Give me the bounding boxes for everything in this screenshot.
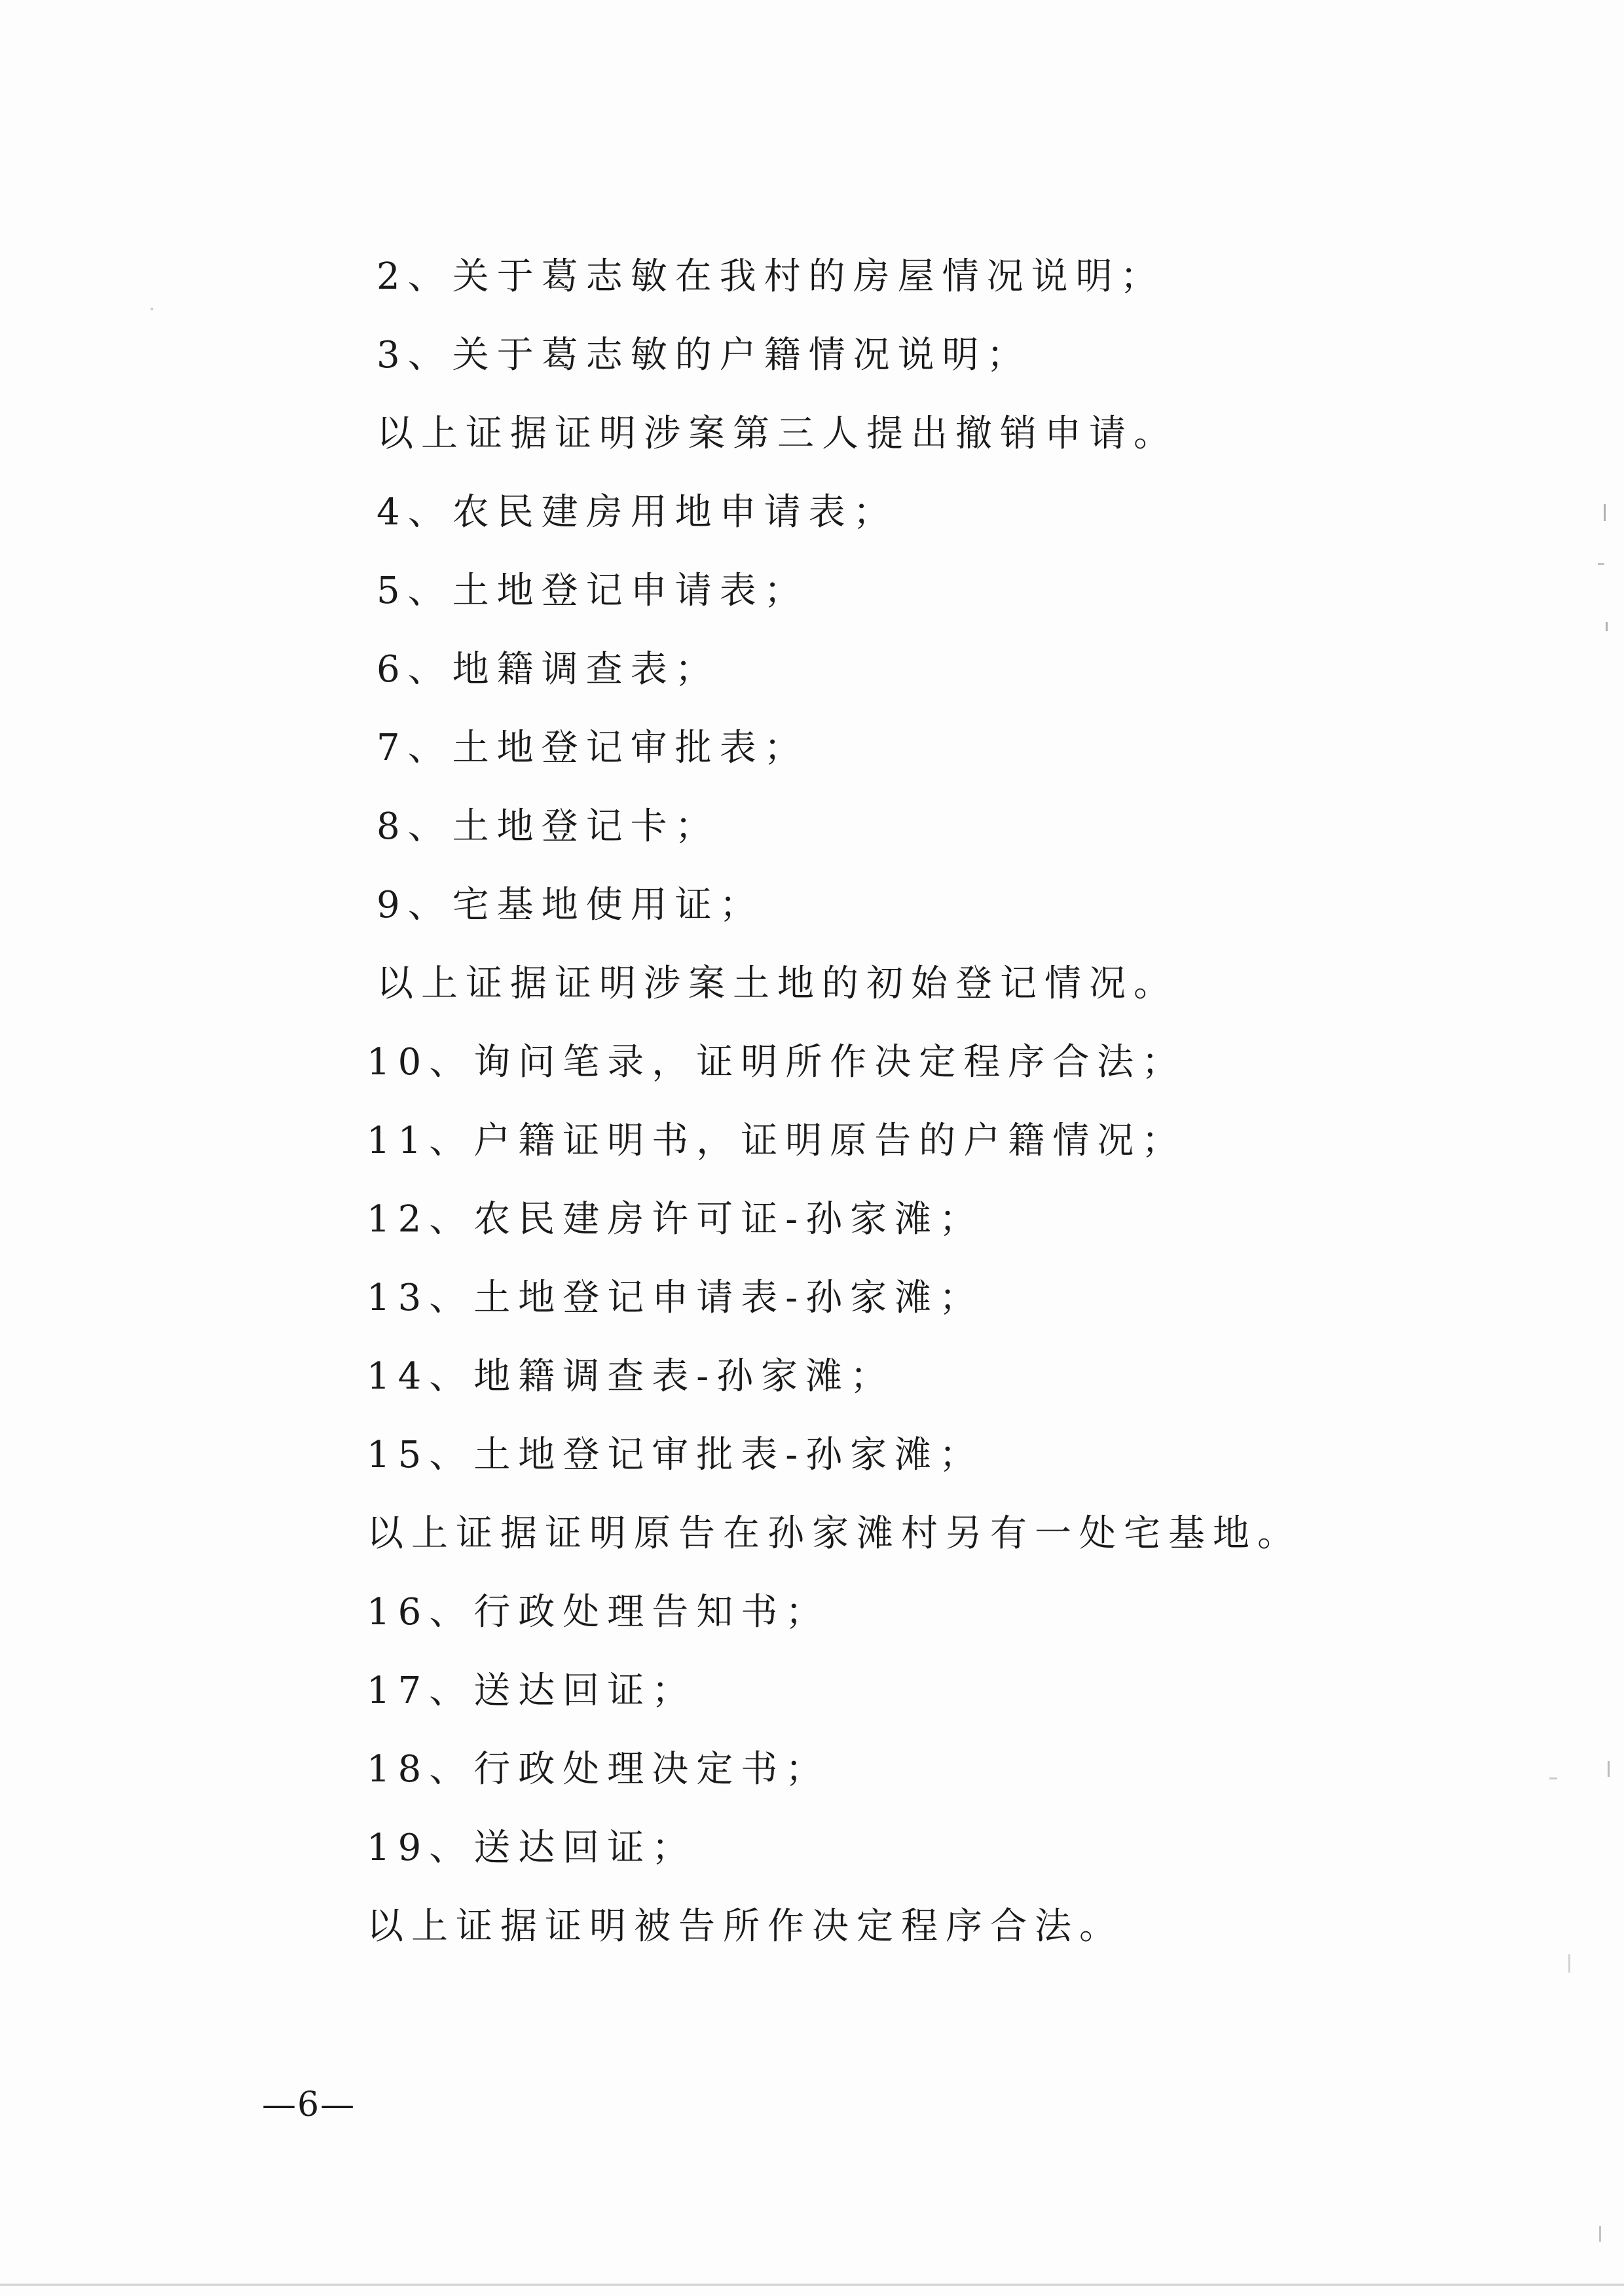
- scan-artifact: [1604, 504, 1606, 521]
- page-number: —6—: [262, 2085, 356, 2124]
- evidence-item-5: 5、土地登记申请表；: [377, 570, 809, 612]
- evidence-item-7: 7、土地登记审批表；: [377, 727, 809, 769]
- evidence-summary-1: 以上证据证明涉案第三人提出撤销申请。: [377, 412, 1178, 455]
- evidence-summary-4: 以上证据证明被告所作决定程序合法。: [367, 1905, 1124, 1948]
- evidence-summary-2: 以上证据证明涉案土地的初始登记情况。: [377, 962, 1178, 1005]
- scan-artifact: [1599, 2226, 1601, 2242]
- evidence-item-11: 11、户籍证明书，证明原告的户籍情况；: [367, 1120, 1187, 1162]
- scan-artifact: [1608, 1761, 1610, 1777]
- evidence-item-3: 3、关于葛志敏的户籍情况说明；: [377, 334, 1031, 376]
- evidence-item-13: 13、土地登记申请表-孙家滩；: [367, 1277, 984, 1319]
- evidence-item-18: 18、行政处理决定书；: [367, 1748, 830, 1791]
- scan-artifact: [151, 308, 153, 310]
- evidence-item-14: 14、地籍调查表-孙家滩；: [367, 1355, 895, 1398]
- evidence-item-10: 10、询问笔录，证明所作决定程序合法；: [367, 1041, 1187, 1084]
- scan-artifact: [1568, 1954, 1570, 1973]
- evidence-item-19: 19、送达回证；: [367, 1827, 697, 1869]
- evidence-item-17: 17、送达回证；: [367, 1669, 697, 1712]
- scan-artifact: [1606, 622, 1608, 631]
- evidence-item-12: 12、农民建房许可证-孙家滩；: [367, 1198, 984, 1241]
- evidence-item-15: 15、土地登记审批表-孙家滩；: [367, 1434, 984, 1476]
- evidence-item-2: 2、关于葛志敏在我村的房屋情况说明；: [377, 255, 1165, 298]
- evidence-item-9: 9、宅基地使用证；: [377, 884, 764, 926]
- evidence-summary-3: 以上证据证明原告在孙家滩村另有一处宅基地。: [367, 1512, 1302, 1555]
- scan-artifact: [1549, 1777, 1557, 1779]
- scan-artifact: [1598, 563, 1604, 565]
- evidence-item-16: 16、行政处理告知书；: [367, 1591, 830, 1633]
- evidence-item-6: 6、地籍调查表；: [377, 648, 720, 691]
- evidence-item-8: 8、土地登记卡；: [377, 805, 720, 848]
- scan-bottom-edge: [0, 2284, 1624, 2286]
- evidence-item-4: 4、农民建房用地申请表；: [377, 491, 898, 534]
